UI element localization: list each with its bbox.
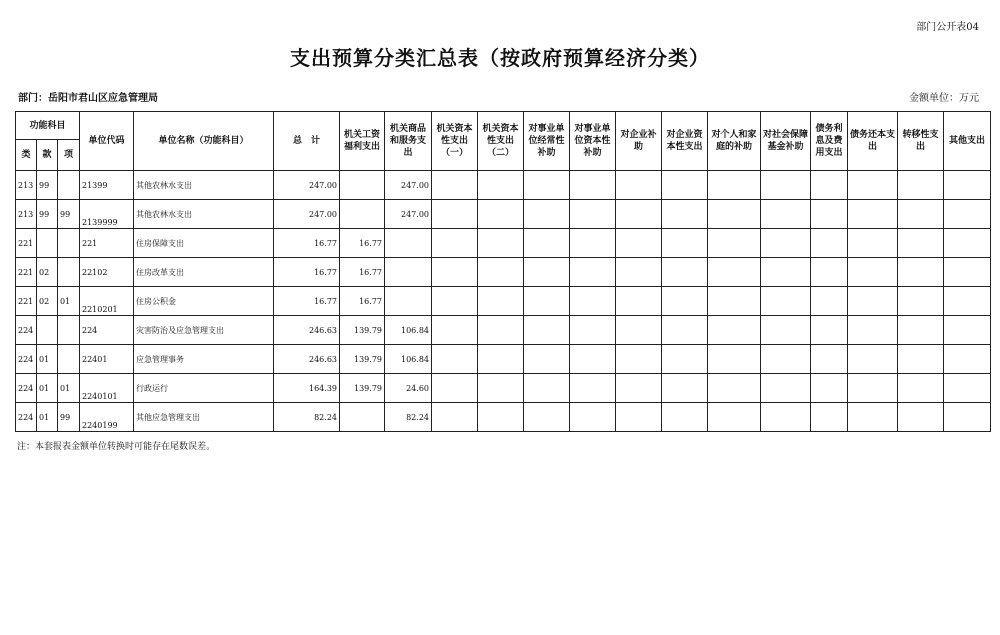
- cell-xiang: [58, 258, 80, 287]
- cell-c7: [616, 287, 662, 316]
- cell-c8: [662, 287, 708, 316]
- cell-c3: [432, 374, 478, 403]
- cell-c8: [662, 200, 708, 229]
- header-c7: 对企业补助: [616, 112, 662, 171]
- cell-c12: [848, 316, 898, 345]
- cell-c10: [761, 316, 811, 345]
- cell-c6: [570, 287, 616, 316]
- cell-c4: [478, 258, 524, 287]
- cell-c11: [811, 374, 848, 403]
- cell-lei: 224: [16, 403, 37, 432]
- cell-c10: [761, 258, 811, 287]
- table-row: [16, 345, 991, 374]
- cell-c11: [811, 200, 848, 229]
- header-lei: 类: [16, 140, 37, 171]
- cell-c13: [898, 200, 944, 229]
- cell-c10: [761, 229, 811, 258]
- cell-total: 247.00: [274, 171, 340, 200]
- cell-c14: [944, 374, 991, 403]
- cell-c2: [385, 258, 432, 287]
- cell-lei: 221: [16, 258, 37, 287]
- cell-c7: [616, 316, 662, 345]
- cell-c8: [662, 229, 708, 258]
- cell-unit-name: 其他农林水支出: [134, 171, 274, 200]
- cell-c2: [385, 287, 432, 316]
- cell-xiang: 01: [58, 374, 80, 403]
- cell-c9: [708, 258, 761, 287]
- cell-c9: [708, 345, 761, 374]
- cell-unit-name: 灾害防治及应急管理支出: [134, 316, 274, 345]
- header-c9: 对个人和家庭的补助: [708, 112, 761, 171]
- cell-unit-code: 2210201: [80, 287, 134, 316]
- cell-unit-name: 住房公积金: [134, 287, 274, 316]
- cell-c14: [944, 171, 991, 200]
- header-c11: 债务利息及费用支出: [811, 112, 848, 171]
- cell-total: 82.24: [274, 403, 340, 432]
- cell-c4: [478, 229, 524, 258]
- cell-unit-code: 2139999: [80, 200, 134, 229]
- cell-c4: [478, 316, 524, 345]
- cell-c10: [761, 403, 811, 432]
- cell-c2: 106.84: [385, 345, 432, 374]
- cell-kuan: 01: [37, 403, 58, 432]
- cell-xiang: [58, 345, 80, 374]
- cell-c8: [662, 403, 708, 432]
- cell-c11: [811, 229, 848, 258]
- table-row: [16, 229, 991, 258]
- cell-c11: [811, 258, 848, 287]
- cell-xiang: 99: [58, 403, 80, 432]
- cell-c5: [524, 258, 570, 287]
- header-c6: 对事业单位资本性补助: [570, 112, 616, 171]
- cell-c3: [432, 171, 478, 200]
- cell-c3: [432, 316, 478, 345]
- cell-c11: [811, 316, 848, 345]
- cell-xiang: [58, 171, 80, 200]
- cell-kuan: [37, 316, 58, 345]
- cell-c2: 247.00: [385, 171, 432, 200]
- cell-c7: [616, 229, 662, 258]
- cell-total: 246.63: [274, 316, 340, 345]
- cell-total: 16.77: [274, 258, 340, 287]
- cell-lei: 224: [16, 374, 37, 403]
- cell-c5: [524, 171, 570, 200]
- cell-xiang: 01: [58, 287, 80, 316]
- cell-c6: [570, 316, 616, 345]
- cell-c1: [340, 171, 385, 200]
- header-kuan: 款: [37, 140, 58, 171]
- cell-c9: [708, 374, 761, 403]
- cell-lei: 224: [16, 345, 37, 374]
- cell-lei: 224: [16, 316, 37, 345]
- cell-c11: [811, 287, 848, 316]
- table-row: [16, 374, 991, 403]
- cell-unit-code: 2240199: [80, 403, 134, 432]
- cell-c1: [340, 200, 385, 229]
- cell-lei: 213: [16, 171, 37, 200]
- cell-c1: 139.79: [340, 316, 385, 345]
- cell-total: 164.39: [274, 374, 340, 403]
- cell-unit-name: 行政运行: [134, 374, 274, 403]
- table-code: 部门公开表04: [916, 22, 979, 33]
- cell-c5: [524, 374, 570, 403]
- header-c2: 机关商品和服务支出: [385, 112, 432, 171]
- table-row: [16, 258, 991, 287]
- cell-c9: [708, 287, 761, 316]
- cell-c3: [432, 403, 478, 432]
- cell-unit-name: 住房保障支出: [134, 229, 274, 258]
- cell-c1: [340, 403, 385, 432]
- cell-c5: [524, 287, 570, 316]
- cell-c14: [944, 258, 991, 287]
- cell-c8: [662, 171, 708, 200]
- cell-xiang: [58, 316, 80, 345]
- cell-c14: [944, 403, 991, 432]
- cell-c6: [570, 171, 616, 200]
- header-c14: 其他支出: [944, 112, 991, 171]
- cell-c2: [385, 229, 432, 258]
- cell-c14: [944, 229, 991, 258]
- cell-unit-name: 其他农林水支出: [134, 200, 274, 229]
- cell-c2: 24.60: [385, 374, 432, 403]
- header-unit-code: 单位代码: [80, 112, 134, 171]
- page-title: 支出预算分类汇总表（按政府预算经济分类）: [290, 46, 710, 70]
- cell-c3: [432, 345, 478, 374]
- cell-total: 16.77: [274, 229, 340, 258]
- cell-kuan: 99: [37, 171, 58, 200]
- cell-unit-name: 住房改革支出: [134, 258, 274, 287]
- header-c13: 转移性支出: [898, 112, 944, 171]
- cell-xiang: [58, 229, 80, 258]
- cell-c6: [570, 200, 616, 229]
- cell-c13: [898, 403, 944, 432]
- cell-c6: [570, 374, 616, 403]
- cell-c4: [478, 287, 524, 316]
- header-c3: 机关资本性支出（一）: [432, 112, 478, 171]
- cell-c4: [478, 374, 524, 403]
- cell-c11: [811, 171, 848, 200]
- header-total: 总 计: [274, 112, 340, 171]
- cell-total: 247.00: [274, 200, 340, 229]
- header-unit-name: 单位名称（功能科目）: [134, 112, 274, 171]
- cell-total: 16.77: [274, 287, 340, 316]
- cell-kuan: 02: [37, 258, 58, 287]
- table-row: [16, 287, 991, 316]
- cell-c12: [848, 258, 898, 287]
- cell-c12: [848, 403, 898, 432]
- cell-c1: 16.77: [340, 287, 385, 316]
- footnote: 注：本套报表金额单位转换时可能存在尾数误差。: [17, 442, 216, 452]
- cell-c1: 16.77: [340, 258, 385, 287]
- cell-c10: [761, 374, 811, 403]
- header-c4: 机关资本性支出（二）: [478, 112, 524, 171]
- table-row: [16, 171, 991, 200]
- header-xiang: 项: [58, 140, 80, 171]
- header-c5: 对事业单位经常性补助: [524, 112, 570, 171]
- cell-c11: [811, 345, 848, 374]
- cell-c5: [524, 229, 570, 258]
- cell-c8: [662, 258, 708, 287]
- table-row: [16, 403, 991, 432]
- cell-c4: [478, 345, 524, 374]
- cell-c10: [761, 345, 811, 374]
- table-row: [16, 316, 991, 345]
- cell-kuan: 02: [37, 287, 58, 316]
- cell-c7: [616, 200, 662, 229]
- cell-c6: [570, 345, 616, 374]
- cell-c4: [478, 403, 524, 432]
- cell-c9: [708, 200, 761, 229]
- cell-c5: [524, 403, 570, 432]
- cell-c13: [898, 316, 944, 345]
- cell-c12: [848, 171, 898, 200]
- cell-c3: [432, 229, 478, 258]
- cell-c12: [848, 200, 898, 229]
- cell-c1: 139.79: [340, 374, 385, 403]
- cell-c5: [524, 200, 570, 229]
- cell-kuan: 01: [37, 374, 58, 403]
- cell-xiang: 99: [58, 200, 80, 229]
- header-c12: 债务还本支出: [848, 112, 898, 171]
- cell-c7: [616, 171, 662, 200]
- cell-c14: [944, 200, 991, 229]
- cell-c8: [662, 316, 708, 345]
- header-row-1: [16, 112, 991, 140]
- cell-unit-code: 224: [80, 316, 134, 345]
- cell-unit-name: 应急管理事务: [134, 345, 274, 374]
- header-c10: 对社会保障基金补助: [761, 112, 811, 171]
- cell-c9: [708, 403, 761, 432]
- cell-c2: 106.84: [385, 316, 432, 345]
- cell-c10: [761, 200, 811, 229]
- cell-c4: [478, 171, 524, 200]
- cell-c8: [662, 374, 708, 403]
- cell-c13: [898, 258, 944, 287]
- cell-c6: [570, 229, 616, 258]
- cell-c7: [616, 345, 662, 374]
- cell-kuan: [37, 229, 58, 258]
- cell-c3: [432, 258, 478, 287]
- cell-unit-code: 2240101: [80, 374, 134, 403]
- cell-c1: 16.77: [340, 229, 385, 258]
- header-func-subject: 功能科目: [16, 112, 80, 140]
- cell-c12: [848, 287, 898, 316]
- cell-c3: [432, 200, 478, 229]
- cell-c4: [478, 200, 524, 229]
- cell-lei: 213: [16, 200, 37, 229]
- cell-c13: [898, 171, 944, 200]
- cell-c6: [570, 258, 616, 287]
- cell-c9: [708, 316, 761, 345]
- cell-unit-name: 其他应急管理支出: [134, 403, 274, 432]
- cell-c1: 139.79: [340, 345, 385, 374]
- cell-c9: [708, 229, 761, 258]
- cell-c13: [898, 229, 944, 258]
- cell-c13: [898, 345, 944, 374]
- cell-kuan: 01: [37, 345, 58, 374]
- header-c8: 对企业资本性支出: [662, 112, 708, 171]
- amount-unit-label: 金额单位：万元: [909, 93, 979, 104]
- budget-table: [15, 111, 991, 432]
- cell-c9: [708, 171, 761, 200]
- cell-c13: [898, 374, 944, 403]
- cell-lei: 221: [16, 229, 37, 258]
- cell-c14: [944, 345, 991, 374]
- cell-unit-code: 22401: [80, 345, 134, 374]
- cell-c7: [616, 403, 662, 432]
- cell-c13: [898, 287, 944, 316]
- cell-c5: [524, 316, 570, 345]
- cell-c14: [944, 287, 991, 316]
- cell-unit-code: 22102: [80, 258, 134, 287]
- cell-kuan: 99: [37, 200, 58, 229]
- cell-c11: [811, 403, 848, 432]
- cell-c10: [761, 287, 811, 316]
- cell-c3: [432, 287, 478, 316]
- cell-c2: 82.24: [385, 403, 432, 432]
- cell-c2: 247.00: [385, 200, 432, 229]
- header-c1: 机关工资福利支出: [340, 112, 385, 171]
- cell-c12: [848, 229, 898, 258]
- cell-total: 246.63: [274, 345, 340, 374]
- cell-c12: [848, 374, 898, 403]
- cell-c12: [848, 345, 898, 374]
- cell-c8: [662, 345, 708, 374]
- department-label: 部门：岳阳市君山区应急管理局: [18, 93, 158, 104]
- cell-c6: [570, 403, 616, 432]
- cell-lei: 221: [16, 287, 37, 316]
- cell-unit-code: 21399: [80, 171, 134, 200]
- cell-c14: [944, 316, 991, 345]
- cell-c5: [524, 345, 570, 374]
- cell-c7: [616, 374, 662, 403]
- table-row: [16, 200, 991, 229]
- cell-c10: [761, 171, 811, 200]
- cell-c7: [616, 258, 662, 287]
- cell-unit-code: 221: [80, 229, 134, 258]
